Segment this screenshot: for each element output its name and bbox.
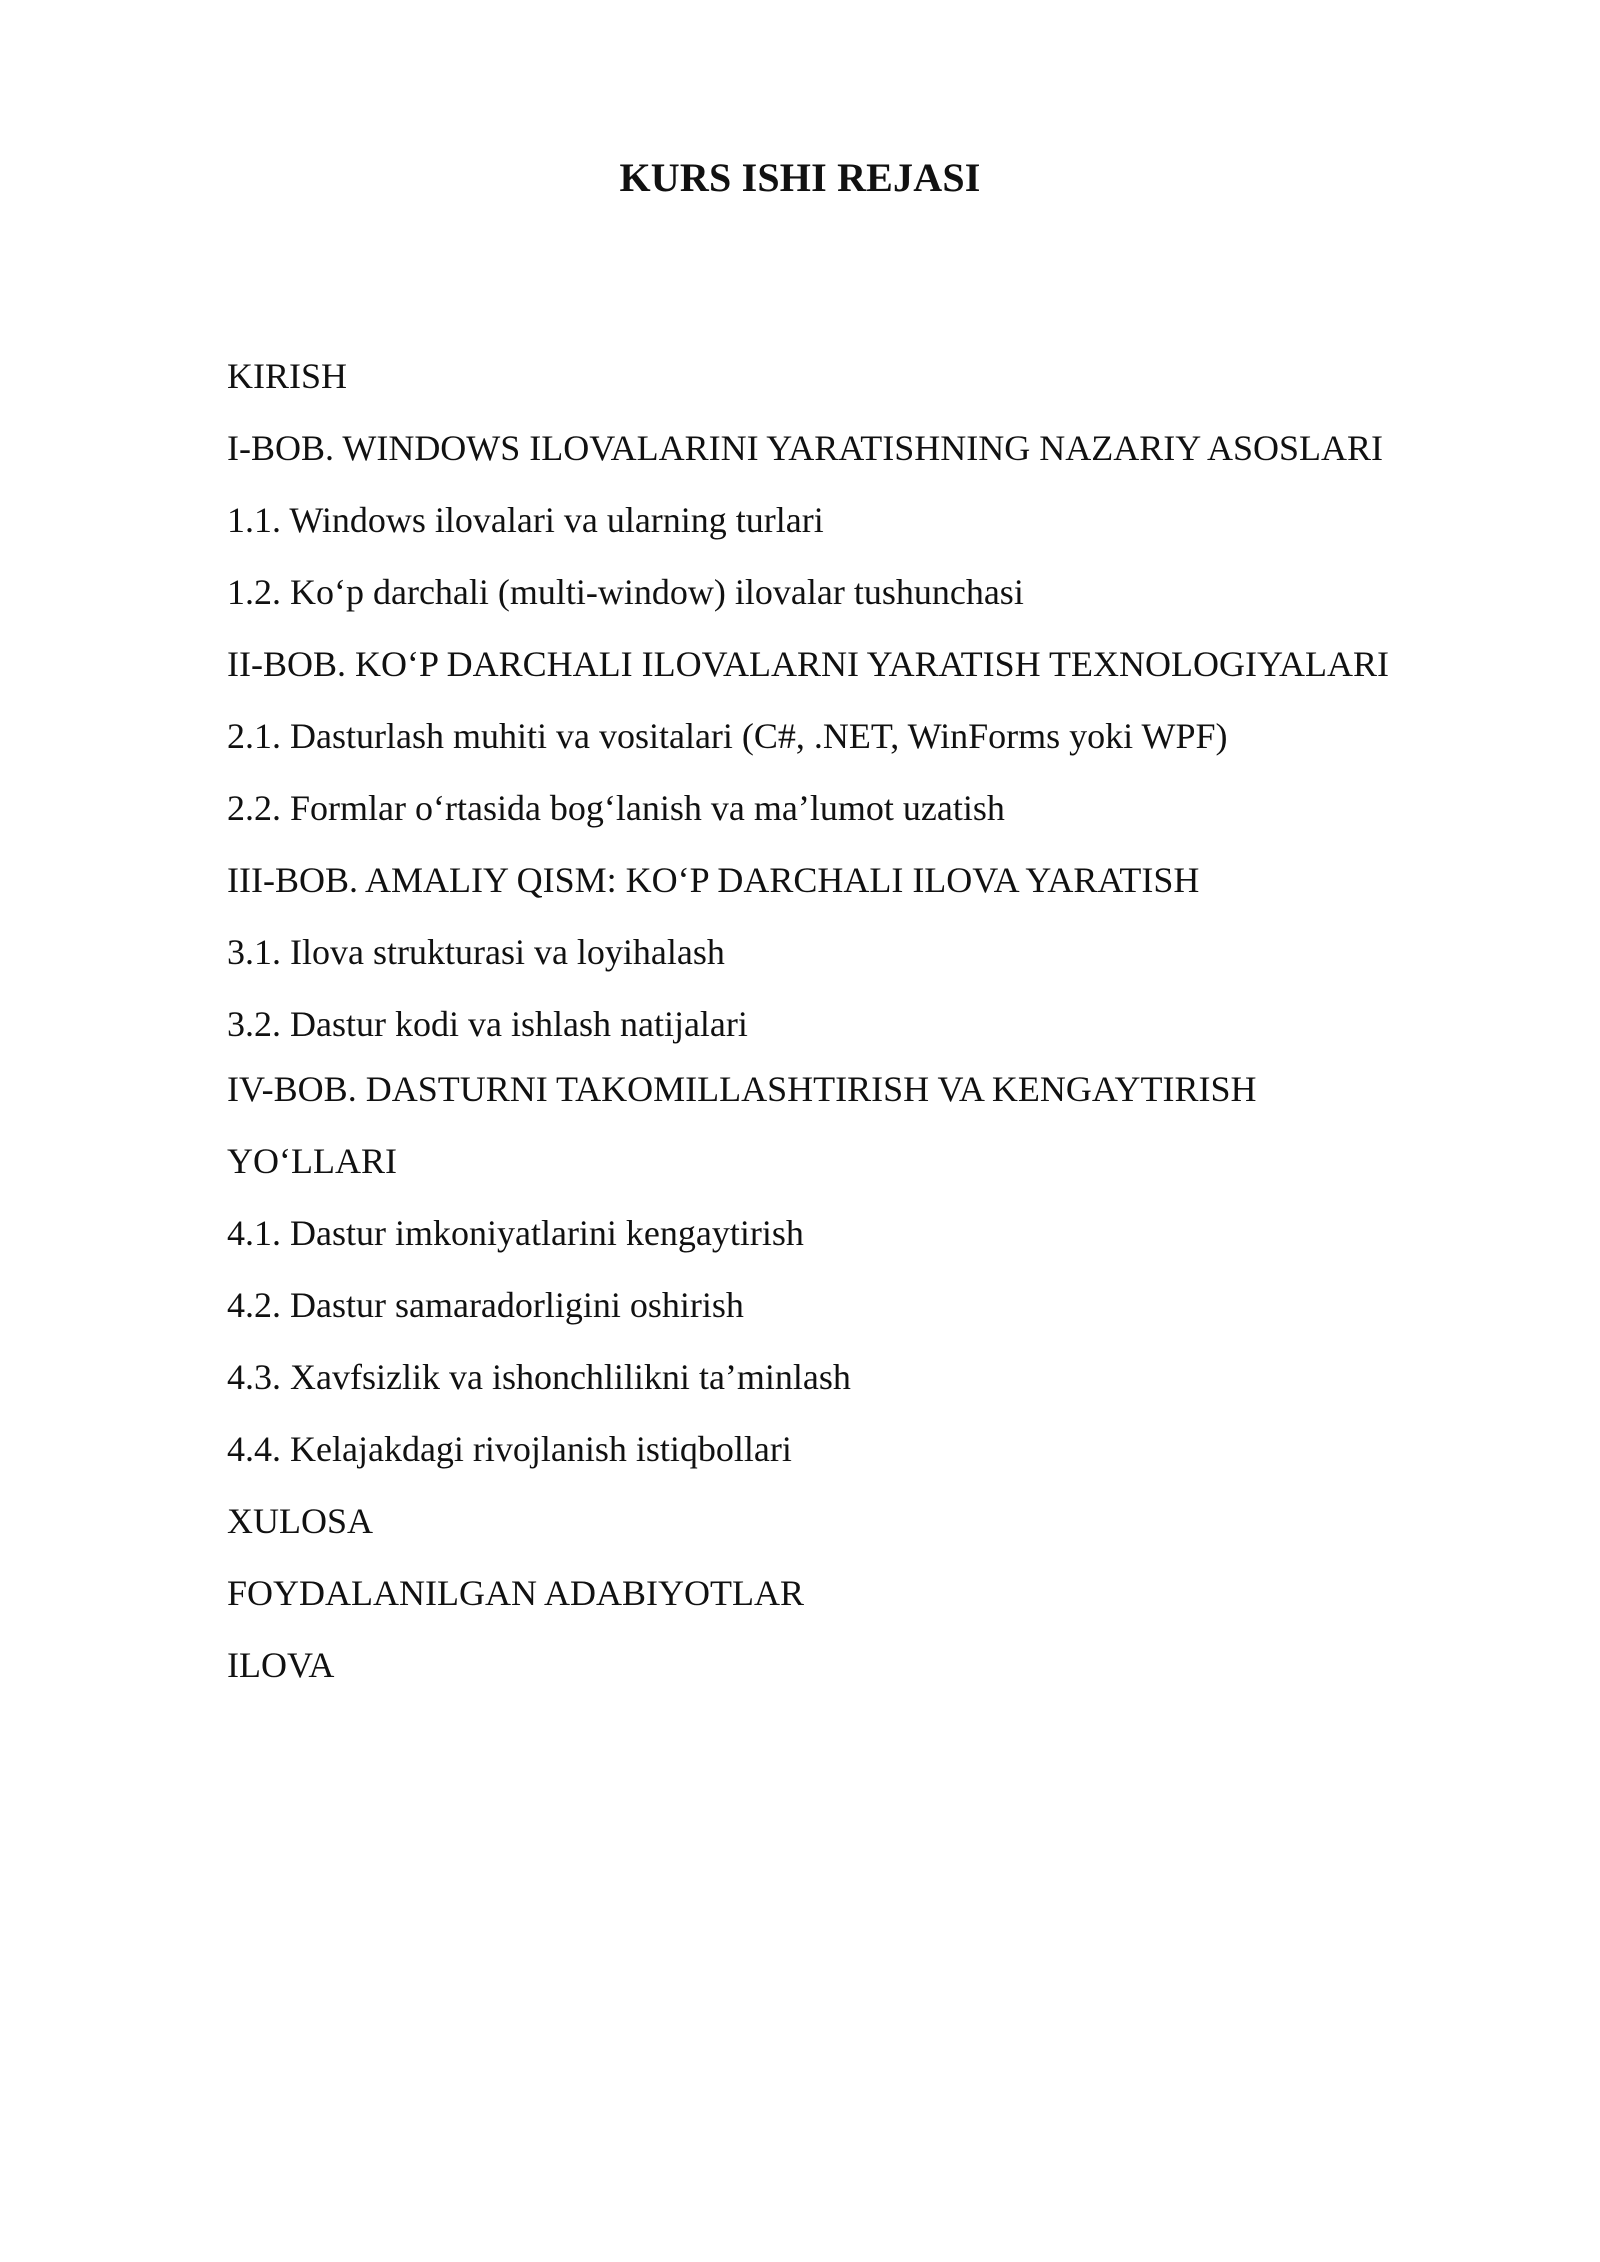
page-title: KURS ISHI REJASI — [619, 155, 981, 200]
toc-section-4-4: 4.4. Kelajakdagi rivojlanish istiqbollari — [227, 1429, 792, 1469]
toc-section-3-1: 3.1. Ilova strukturasi va loyihalash — [227, 932, 725, 972]
toc-section-2-2: 2.2. Formlar o‘rtasida bog‘lanish va ma’lumot uzatish — [227, 788, 1005, 828]
toc-section-1-2: 1.2. Ko‘p darchali (multi-window) ilovalar tushunchasi — [227, 572, 1024, 612]
toc-chapter-4: IV-BOB. DASTURNI TAKOMILLASHTIRISH VA KENGAYTIRISH — [227, 1069, 1257, 1109]
toc-item-xulosa: XULOSA — [227, 1501, 374, 1541]
toc-section-4-1: 4.1. Dastur imkoniyatlarini kengaytirish — [227, 1213, 804, 1253]
toc-section-4-2: 4.2. Dastur samaradorligini oshirish — [227, 1285, 744, 1325]
toc-section-3-2: 3.2. Dastur kodi va ishlash natijalari — [227, 1004, 748, 1044]
toc-section-1-1: 1.1. Windows ilovalari va ularning turlari — [227, 500, 824, 540]
toc-section-2-1: 2.1. Dasturlash muhiti va vositalari (C#, .NET, WinForms yoki WPF) — [227, 716, 1228, 756]
toc-chapter-1: I-BOB. WINDOWS ILOVALARINI YARATISHNING NAZARIY ASOSLARI — [227, 428, 1383, 468]
toc-item-ilova: ILOVA — [227, 1645, 335, 1685]
toc-item-adabiyotlar: FOYDALANILGAN ADABIYOTLAR — [227, 1573, 804, 1613]
toc-section-4-3: 4.3. Xavfsizlik va ishonchlilikni ta’minlash — [227, 1357, 851, 1397]
toc-chapter-2: II-BOB. KO‘P DARCHALI ILOVALARNI YARATISH TEXNOLOGIYALARI — [227, 644, 1389, 684]
toc-item-kirish: KIRISH — [227, 356, 348, 396]
toc-chapter-4-continued: YO‘LLARI — [227, 1141, 397, 1181]
toc-chapter-3: III-BOB. AMALIY QISM: KO‘P DARCHALI ILOVA YARATISH — [227, 860, 1200, 900]
